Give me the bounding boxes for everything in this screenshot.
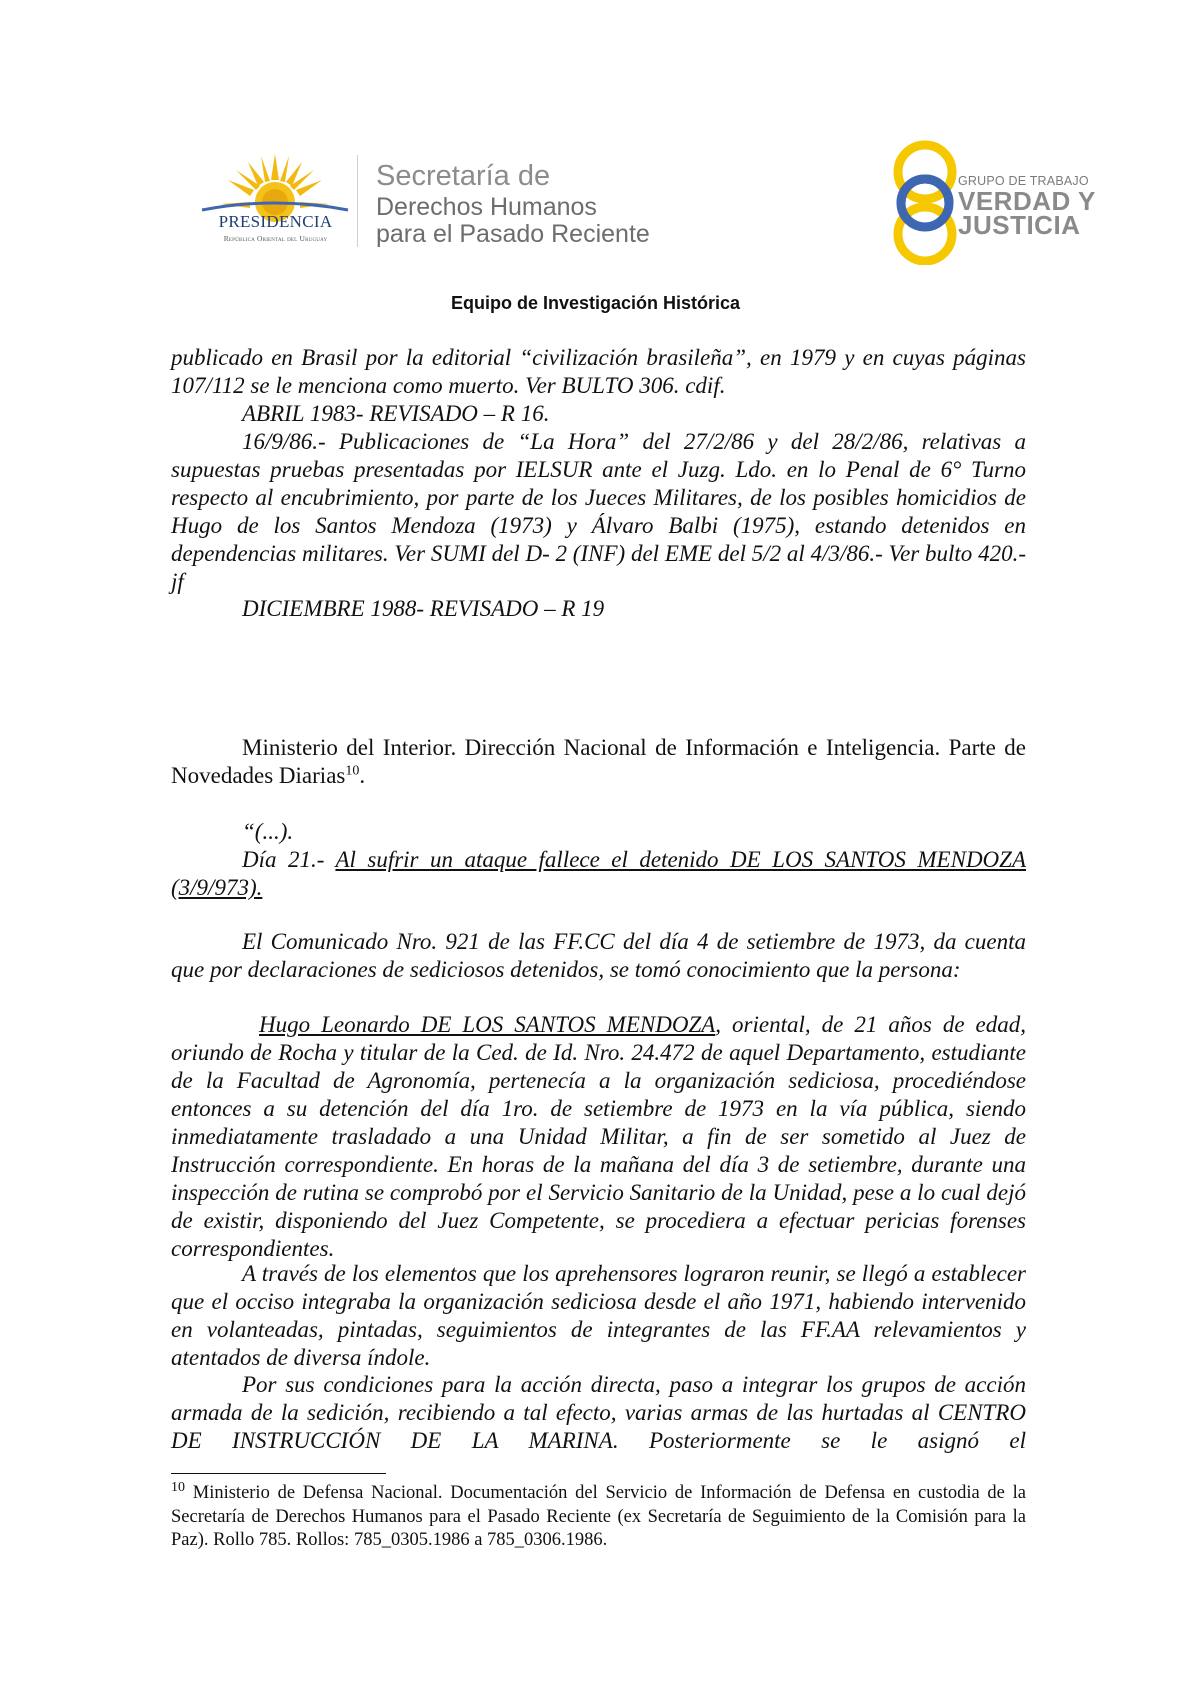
paragraph-dia-21	[171, 846, 1026, 902]
paragraph-publicado: publicado en Brasil por la editorial “civilización brasileña”, en 1979 y en cuyas páginas 107/112 se le menciona como muerto. Ver BULTO 306. cdif.	[171, 345, 1026, 398]
secretaria-line-1: Secretaría de	[376, 160, 551, 192]
quote-open: “(...).	[242, 819, 294, 844]
page-heading: Equipo de Investigación Histórica	[450, 293, 741, 313]
ministerio-text: Ministerio del Interior. Dirección Nacional de Información e Inteligencia. Parte de Novedades Diarias	[171, 735, 1026, 788]
dia-21-underlined: Al sufrir un ataque fallece el detenido DE LOS SANTOS MENDOZA (3/9/973).	[171, 847, 1027, 900]
hugo-rest: , oriental, de 21 años de edad, oriundo de Rocha y titular de la Ced. de Id. Nro. 24.472 de aquel Departamento, estudiante de la Facultad de Agronomía, pertenecía a la organización sediciosa, procediéndose entonces a su detención del día 1ro. de setiembre de 1973 en la vía pública, siendo inmediatamente trasladado a una Unidad Militar, a fin de ser sometido al Juez de Instrucción correspondiente. En horas de la mañana del día 3 de setiembre, durante una inspección de rutina se comprobó por el Servicio Sanitario de la Unidad, pese a lo cual dejó de existir, disponiendo del Juez Competente, se procediera a efectuar pericias forenses correspondientes.	[171, 1012, 1026, 1261]
header-divider	[357, 155, 358, 247]
paragraph-comunicado: El Comunicado Nro. 921 de las FF.CC del día 4 de setiembre de 1973, da cuenta que por declaraciones de sediciosos detenidos, se tomó conocimiento que la persona:	[171, 929, 1026, 982]
ministerio-end: .	[359, 763, 366, 788]
presidencia-title: PRESIDENCIA	[218, 212, 333, 231]
footnote-text: Ministerio de Defensa Nacional. Documentación del Servicio de Información de Defensa en custodia de la Secretaría de Derechos Humanos para el Pasado Reciente (ex Secretaría de Seguimiento de la Comisión para la Paz). Rollo 785. Rollos: 785_0305.1986 a 785_0306.1986.	[171, 1483, 1026, 1550]
dia-21-prefix: Día 21.-	[242, 847, 336, 872]
paragraph-16-9-86: 16/9/86.- Publicaciones de “La Hora” del 27/2/86 y del 28/2/86, relativas a supuestas pruebas presentadas por IELSUR ante el Juzg. Ldo. en lo Penal de 6° Turno respecto al encubrimiento, por parte de los Jueces Militares, de los posibles homicidios de Hugo de los Santos Mendoza (1973) y Álvaro Balbi (1975), estando detenidos en dependencias militares. Ver SUMI del D- 2 (INF) del EME del 5/2 al 4/3/86.- Ver bulto 420.- jf	[171, 429, 1026, 594]
grupo-trabajo-label: GRUPO DE TRABAJO	[958, 174, 1089, 188]
footnote-reference[interactable]: 10	[345, 763, 360, 779]
presidencia-subtitle: República Oriental del Uruguay	[223, 234, 328, 243]
footnote-number: 10	[171, 1479, 185, 1495]
justicia-label: JUSTICIA	[958, 210, 1081, 240]
verdad-y-label: VERDAD Y	[958, 186, 1096, 216]
hugo-name: Hugo Leonardo DE LOS SANTOS MENDOZA	[259, 1012, 716, 1037]
footnote-separator	[171, 1473, 386, 1474]
paragraph-condiciones: Por sus condiciones para la acción directa, paso a integrar los grupos de acción armada de la sedición, recibiendo a tal efecto, varias armas de las hurtadas al CENTRO DE INSTRUCCIÓN DE LA MARINA. Posteriormente se le asignó el	[171, 1372, 1026, 1453]
verdad-justicia-rings-logo	[880, 140, 970, 265]
paragraph-diciembre-1988: DICIEMBRE 1988- REVISADO – R 19	[242, 596, 605, 621]
secretaria-line-2: Derechos Humanos	[376, 193, 597, 221]
paragraph-hugo	[171, 1011, 1026, 1263]
footnote	[171, 1479, 1026, 1553]
paragraph-a-traves: A través de los elementos que los aprehensores lograron reunir, se llegó a establecer que el occiso integraba la organización sediciosa desde el año 1971, habiendo intervenido en volanteadas, pintadas, seguimientos de integrantes de las FF.AA relevamientos y atentados de diversa índole.	[171, 1261, 1026, 1370]
paragraph-abril-1983: ABRIL 1983- REVISADO – R 16.	[242, 401, 550, 426]
secretaria-line-3: para el Pasado Reciente	[376, 220, 650, 248]
paragraph-ministerio	[171, 734, 1026, 790]
